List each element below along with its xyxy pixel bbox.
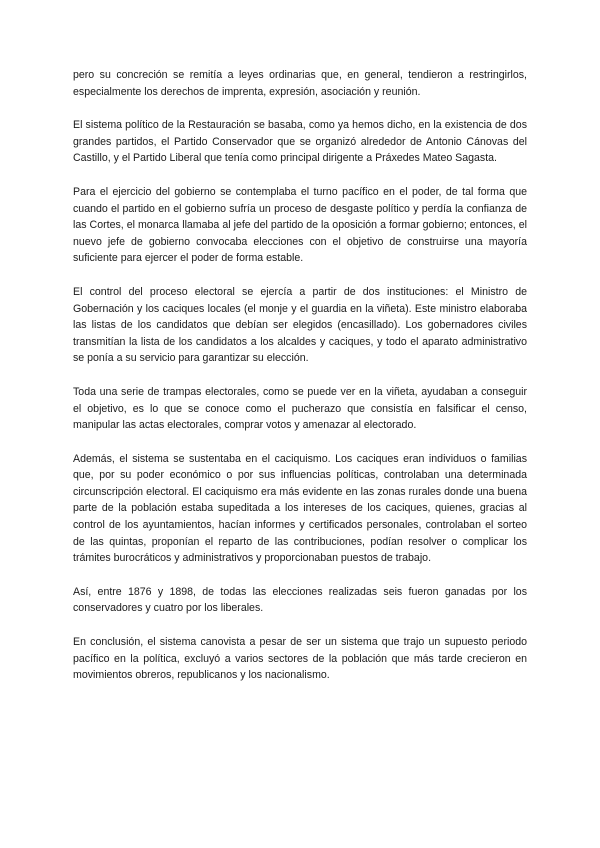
paragraph-3: Para el ejercicio del gobierno se contemplaba el turno pacífico en el poder, de tal forma que cuando el partido en el gobierno sufría un proceso de desgaste político y perdía la confianza de las Cortes, el monarca llamaba al jefe del partido de la oposición a formar gobierno; entonces, el nuevo jefe de gobierno convocaba elecciones con el objetivo de construirse una mayoría suficiente para ejercer el poder de forma estable. <box>73 185 527 265</box>
paragraph-2: El sistema político de la Restauración se basaba, como ya hemos dicho, en la existencia de dos grandes partidos, el Partido Conservador que se organizó alrededor de Antonio Cánovas del Castillo, y el Partido Liberal que tenía como principal dirigente a Práxedes Mateo Sagasta. <box>73 119 527 165</box>
document-body <box>73 67 527 701</box>
paragraph-6: Además, el sistema se sustentaba en el caciquismo. Los caciques eran individuos o familias que, por su poder económico o por sus influencias políticas, controlaban una determinada circunscripción electoral. El caciquismo era más evidente en las zonas rurales donde una buena parte de la población estaba supeditada a los intereses de los caciques, quienes, gracias al control de los ayuntamientos, hacían informes y certificados personales, controlaban el sorteo de las quintas, proponían el reparto de las contribuciones, podían resolver o complicar los trámites burocráticos y administrativos y proporcionaban puestos de trabajo. <box>73 452 527 565</box>
paragraph-7: Así, entre 1876 y 1898, de todas las elecciones realizadas seis fueron ganadas por los conservadores y cuatro por los liberales. <box>73 585 527 615</box>
paragraph-5: Toda una serie de trampas electorales, como se puede ver en la viñeta, ayudaban a conseguir el objetivo, es lo que se conoce como el pucherazo que consistía en falsificar el censo, manipular las actas electorales, comprar votos y amenazar al electorado. <box>73 385 527 432</box>
paragraph-4: El control del proceso electoral se ejercía a partir de dos instituciones: el Ministro de Gobernación y los caciques locales (el monje y el guardia en la viñeta). Este ministro elaboraba las listas de los candidatos que debían ser elegidos (encasillado). Los gobernadores civiles transmitían la lista de los candidatos a los alcaldes y caciques, y todo el aparato administrativo se ponía a su servicio para garantizar su elección. <box>73 285 527 365</box>
paragraph-1: pero su concreción se remitía a leyes ordinarias que, en general, tendieron a restringirlos, especialmente los derechos de imprenta, expresión, asociación y reunión. <box>73 69 527 98</box>
paragraph-8: En conclusión, el sistema canovista a pesar de ser un sistema que trajo un supuesto periodo pacífico en la política, excluyó a varios sectores de la población que más tarde crecieron en movimientos obreros, republicanos y los nacionalismo. <box>73 636 527 682</box>
